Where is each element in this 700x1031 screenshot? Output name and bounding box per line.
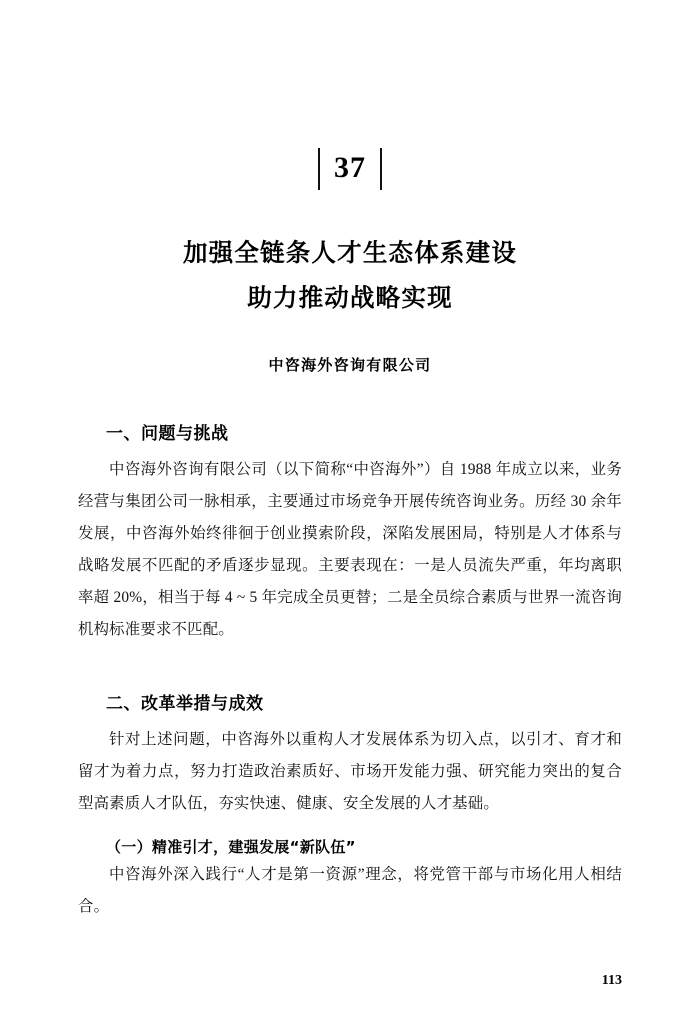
subsection-2-1-paragraph-1: 中咨海外深入践行“人才是第一资源”理念，将党管干部与市场化用人相结合。 (78, 866, 622, 916)
page-title (78, 230, 622, 321)
page-title-line-2: 助力推动战略实现 (247, 282, 453, 312)
subsection-heading-2-1: （一）精准引才，建强发展“新队伍” (106, 838, 356, 857)
organization-name: 中咨海外咨询有限公司 (268, 358, 432, 375)
section-heading-2: 二、改革举措与成效 (106, 694, 264, 715)
page-number: 113 (601, 973, 622, 988)
section-1-paragraph-1: 中咨海外咨询有限公司（以下简称“中咨海外”）自 1988 年成立以来，业务经营与集团公司一脉相承，主要通过市场竞争开展传统咨询业务。历经 30 余年发展，中咨海外始终徘徊于创业摸索阶段，深陷发展困局，特别是人才体系与战略发展不匹配的矛盾逐步显现。主要表现在：一是人员流失严重，年均离职率超 20%，相当于每 4 ~ 5 年完成全员更替；二是全员综合素质与世界一流咨询机构标准要求不匹配。 (78, 461, 622, 638)
chapter-number: 37 (318, 148, 382, 190)
section-heading-1: 一、问题与挑战 (106, 424, 229, 445)
chapter-number-container (78, 148, 622, 190)
page-title-line-1: 加强全链条人才生态体系建设 (182, 237, 518, 267)
section-2-paragraph-1: 针对上述问题，中咨海外以重构人才发展体系为切入点，以引才、育才和留才为着力点，努力打造政治素质好、市场开发能力强、研究能力突出的复合型高素质人才队伍，夯实快速、健康、安全发展的人才基础。 (78, 731, 622, 813)
